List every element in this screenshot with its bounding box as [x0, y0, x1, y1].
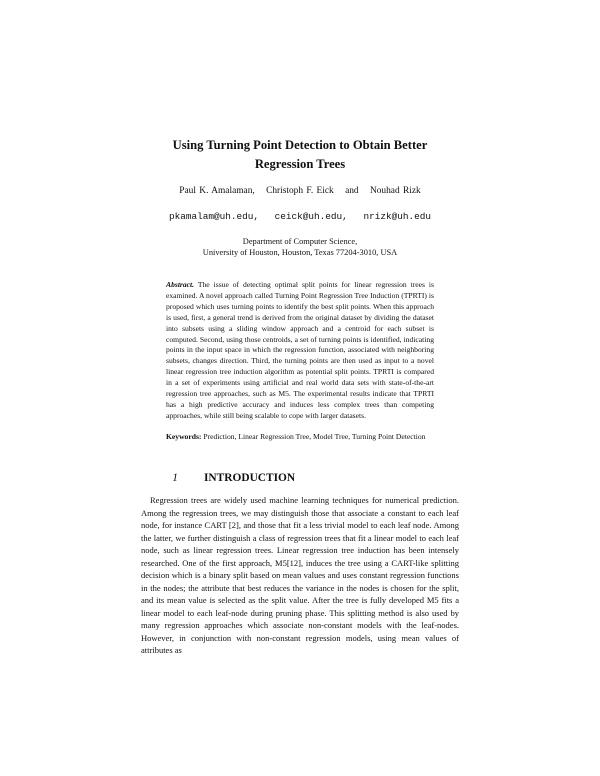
- section-number: 1: [172, 472, 178, 484]
- abstract: [166, 280, 434, 422]
- author-email: ceick@uh.edu,: [274, 211, 348, 222]
- author-conjunction: and: [345, 186, 359, 196]
- author-name: Christoph F. Eick: [266, 186, 334, 196]
- affiliation-line-2: University of Houston, Houston, Texas 77204-3010, USA: [202, 248, 398, 257]
- author-list: [100, 186, 500, 196]
- author-name: Nouhad Rizk: [369, 186, 421, 196]
- intro-paragraph: Regression trees are widely used machine learning techniques for numerical prediction. Among the regression trees, we may distinguish those that associate a constant to each leaf node, for instance CART [2], and those that fit a less trivial model to each leaf node. Among the latter, we further distinguish a class of regression trees that fit a linear model to each leaf node, such as linear regression trees. Linear regression tree induction has been intensely researched. One of the first approach, M5[12], induces the tree using a CART-like splitting decision which is a binary split based on mean values and uses constant regression functions in the nodes; the attribute that best reduces the variance in the nodes is chosen for the split, and its mean value is selected as the split value. After the tree is fully developed M5 fits a linear model to each leaf-node during pruning phase. This splitting method is also used by many regression approaches which associate non-constant models with the leaf-nodes. However, in conjunction with non-constant regression models, using mean values of attributes as: [141, 495, 459, 655]
- keywords-label: Keywords:: [166, 432, 202, 441]
- keywords: [166, 432, 434, 443]
- abstract-text: The issue of detecting optimal split points for linear regression trees is examined. A novel approach called Turning Point Regression Tree Induction (TPRTI) is proposed which uses turning points to identify the best split points. When this approach is used, first, a general trend is derived from the original dataset by dividing the dataset into subsets using a sliding window approach and a centroid for each subset is computed. Second, using those centroids, a set of turning points is identified, indicating points in the input space in which the regression function, associated with neighboring subsets, changes direction. Third, the turning points are then used as input to a novel linear regression tree induction algorithm as potential split points. TPRTI is compared in a set of experiments using artificial and real world data sets with state-of-the-art regression tree approaches, such as M5. The experimental results indicate that TPRTI has a high predictive accuracy and induces less complex trees than competing approaches, while still being scalable to cope with larger datasets.: [166, 280, 434, 420]
- author-name: Paul K. Amalaman,: [179, 186, 255, 196]
- abstract-label: Abstract.: [166, 280, 195, 289]
- paper-title: [120, 136, 480, 174]
- affiliation-line-1: Department of Computer Science,: [242, 237, 358, 246]
- title-line-2: Regression Trees: [254, 157, 346, 171]
- author-email: nrizk@uh.edu: [363, 211, 431, 222]
- section-title: INTRODUCTION: [204, 472, 296, 484]
- keywords-text: Prediction, Linear Regression Tree, Model Tree, Turning Point Detection: [203, 432, 426, 441]
- section-heading: [166, 472, 434, 484]
- affiliation: [100, 236, 500, 258]
- title-line-1: Using Turning Point Detection to Obtain Better: [172, 138, 428, 152]
- author-emails: [100, 211, 500, 222]
- author-email: pkamalam@uh.edu,: [169, 211, 260, 222]
